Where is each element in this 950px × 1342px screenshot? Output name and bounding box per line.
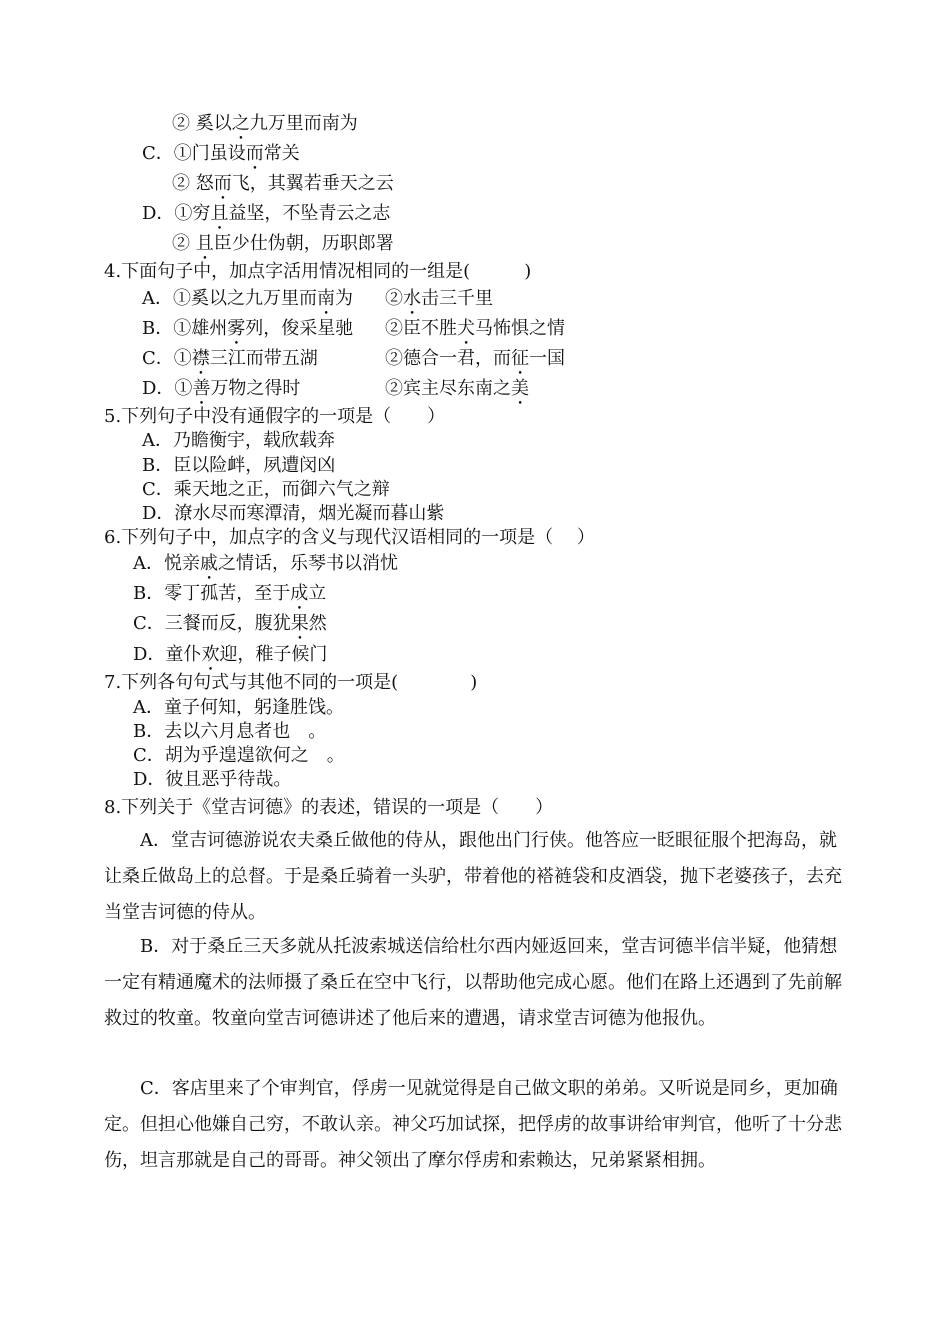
q6-option-d: D．童仆欢迎，稚子候门 [133, 644, 328, 665]
emphasis-mark: 欢 [201, 644, 220, 665]
q4-option-d1: D．①善万物之得时 [142, 378, 301, 399]
emphasis-mark: 犬 [457, 318, 475, 339]
q6-option-b: B．零丁孤苦，至于成立 [133, 583, 327, 604]
emphasis-mark: 成 [290, 583, 309, 604]
q4-option-a2: ②水击三千里 [385, 288, 493, 309]
q4-option-d2: ②宾主尽东南之美 [385, 378, 529, 399]
q7-stem: 7.下列各句句式与其他不同的一项是( ) [104, 672, 478, 693]
q3-option-d2: ② 且臣少仕伪朝，历职郎署 [172, 233, 394, 254]
q3-option-c1: C．①门虽设而常关 [142, 143, 300, 164]
q6-stem: 6.下列句子中，加点字的含义与现代汉语相同的一项是（ ） [104, 527, 595, 548]
q4-stem: 4.下面句子中，加点字活用情况相同的一组是( ) [104, 261, 532, 282]
q3-option-b2: ② 奚以之九万里而南为 [172, 113, 358, 134]
q3-option-d1: D．①穷且益坚，不坠青云之志 [142, 203, 391, 224]
q8-option-c: C．客店里来了个审判官，俘虏一见就觉得是自己做文职的弟弟。又听说是同乡，更加确定。但担心他嫌自己穷，不敢认亲。神父巧加试探，把俘虏的故事讲给审判官，他听了十分悲伤，坦言那就是自己的哥哥。神父领出了摩尔俘虏和索赖达，兄弟紧紧相拥。 [104, 1078, 842, 1171]
q6-option-a: A．悦亲戚之情话，乐琴书以消忧 [133, 553, 398, 574]
emphasis-mark: 征 [511, 348, 529, 369]
emphasis-mark: 果 [290, 613, 309, 634]
emphasis-mark: 且 [210, 203, 229, 224]
q5-option-b: B．臣以险衅，夙遭闵凶 [142, 455, 336, 476]
emphasis-mark: 雾 [227, 318, 246, 339]
q6-option-c: C．三餐而反，腹犹果然 [133, 613, 327, 634]
q7-option-a: A．童子何知，躬逢胜饯。 [133, 697, 344, 718]
q5-option-c: C．乘天地之正，而御六气之辩 [142, 479, 390, 500]
emphasis-mark: 南 [317, 288, 335, 309]
emphasis-mark: 而 [213, 173, 232, 194]
q5-stem: 5.下列句子中没有通假字的一项是（ ） [104, 406, 446, 427]
emphasis-mark: 水 [403, 288, 421, 309]
q4-option-b1: B．①雄州雾列，俊采星驰 [142, 318, 354, 339]
emphasis-mark: 之 [231, 113, 250, 134]
q7-option-b: B．去以六月息者也 。 [133, 721, 327, 742]
q8-stem: 8.下列关于《堂吉诃德》的表述，错误的一项是（ ） [104, 797, 554, 818]
emphasis-mark: 美 [511, 378, 529, 399]
emphasis-mark: 戚 [200, 553, 218, 574]
q5-option-d: D．潦水尽而寒潭清，烟光凝而暮山紫 [142, 503, 445, 524]
emphasis-mark: 而 [245, 143, 264, 164]
q4-option-a1: A．①奚以之九万里而南为 [142, 288, 353, 309]
emphasis-mark: 善 [192, 378, 211, 399]
q5-option-a: A．乃瞻衡宇，载欣载奔 [142, 430, 335, 451]
q4-option-c1: C．①襟三江而带五湖 [142, 348, 318, 369]
emphasis-mark: 且 [195, 233, 214, 254]
q3-option-c2: ② 怒而飞，其翼若垂天之云 [172, 173, 394, 194]
q7-option-c: C．胡为乎遑遑欲何之 。 [133, 745, 345, 766]
q8-option-a: A．堂吉诃德游说农夫桑丘做他的侍从，跟他出门行侠。他答应一眨眼征服个把海岛，就让桑丘做岛上的总督。于是桑丘骑着一头驴，带着他的褡裢袋和皮酒袋，抛下老婆孩子，去充当堂吉诃德的侍从。 [104, 830, 842, 923]
emphasis-mark: 襟 [191, 348, 210, 369]
q8-option-b: B．对于桑丘三天多就从托波索城送信给杜尔西内娅返回来，堂吉诃德半信半疑，他猜想一定有精通魔术的法师摄了桑丘在空中飞行，以帮助他完成心愿。他们在路上还遇到了先前解救过的牧童。牧童向堂吉诃德讲述了他后来的遭遇，请求堂吉诃德为他报仇。 [104, 936, 842, 1029]
q4-option-b2: ②臣不胜犬马怖惧之情 [385, 318, 565, 339]
q4-option-c2: ②德合一君，而征一国 [385, 348, 565, 369]
q7-option-d: D．彼且恶乎待哉。 [133, 769, 292, 790]
